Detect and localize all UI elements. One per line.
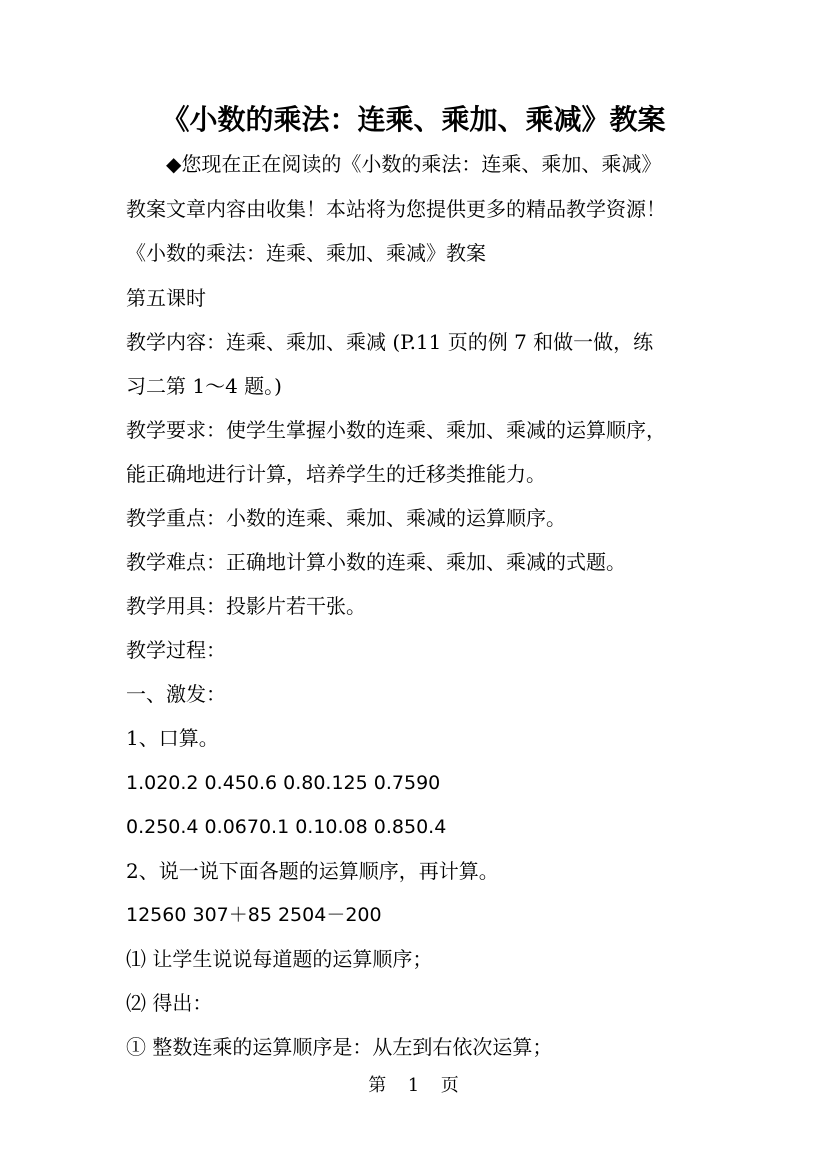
teaching-requirement-line-2: 能正确地进行计算，培养学生的迁移类推能力。 bbox=[126, 462, 546, 486]
operation-order-heading: 2、说一说下面各题的运算顺序，再计算。 bbox=[126, 859, 499, 883]
section-one-heading: 一、激发： bbox=[126, 682, 226, 706]
intro-line-2: 教案文章内容由收集！本站将为您提供更多的精品教学资源！ bbox=[126, 197, 666, 221]
conclusion-item-1: ① 整数连乘的运算顺序是：从左到右依次运算； bbox=[126, 1035, 553, 1059]
discussion-step-1: ⑴ 让学生说说每道题的运算顺序； bbox=[126, 947, 433, 971]
oral-calculation-row-2: 0.250.4 0.0670.1 0.10.08 0.850.4 bbox=[126, 816, 447, 838]
oral-calculation-row-1: 1.020.2 0.450.6 0.80.125 0.7590 bbox=[126, 772, 441, 794]
teaching-tools: 教学用具：投影片若干张。 bbox=[126, 594, 366, 618]
page-footer bbox=[0, 1074, 827, 1098]
document-title: 《小数的乘法：连乘、乘加、乘减》教案 bbox=[161, 103, 666, 136]
footer-page-number: 1 bbox=[407, 1075, 420, 1096]
teaching-content-line-2: 习二第 1～4 题。) bbox=[126, 374, 282, 398]
footer-prefix: 第 bbox=[368, 1075, 387, 1096]
discussion-step-2: ⑵ 得出： bbox=[126, 991, 213, 1015]
teaching-content-line-1: 教学内容：连乘、乘加、乘减 (P.11 页的例 7 和做一做，练 bbox=[126, 330, 654, 354]
footer-suffix: 页 bbox=[440, 1075, 459, 1096]
operation-order-expressions: 12560 307＋85 2504－200 bbox=[126, 904, 382, 926]
lesson-period: 第五课时 bbox=[126, 286, 206, 310]
teaching-focus: 教学重点：小数的连乘、乘加、乘减的运算顺序。 bbox=[126, 506, 566, 530]
subtitle-line: 《小数的乘法：连乘、乘加、乘减》教案 bbox=[126, 241, 486, 265]
oral-calculation-heading: 1、口算。 bbox=[126, 726, 219, 750]
teaching-requirement-line-1: 教学要求：使学生掌握小数的连乘、乘加、乘减的运算顺序， bbox=[126, 418, 666, 442]
teaching-difficulty: 教学难点：正确地计算小数的连乘、乘加、乘减的式题。 bbox=[126, 550, 626, 574]
teaching-process-heading: 教学过程： bbox=[126, 638, 226, 662]
intro-line-1: ◆您现在正在阅读的《小数的乘法：连乘、乘加、乘减》 bbox=[166, 152, 662, 176]
